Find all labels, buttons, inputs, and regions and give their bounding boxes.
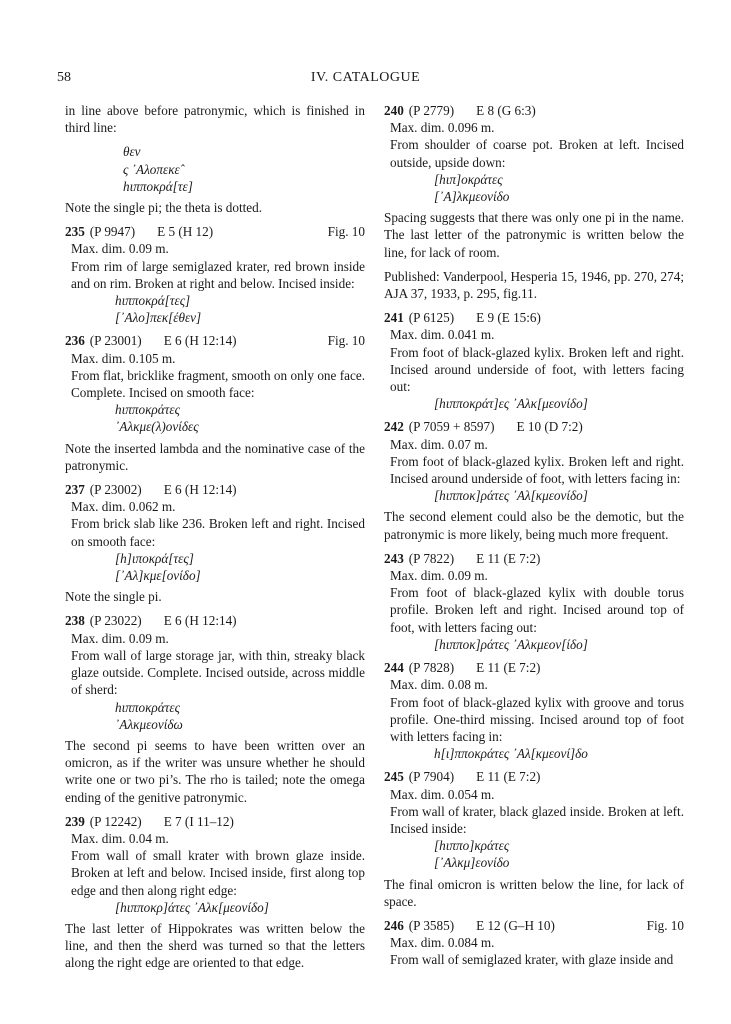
entry-heading <box>65 332 365 349</box>
catalogue-entry-237 <box>65 481 365 605</box>
inscription-line: [hιπ]οκράτες <box>434 171 503 187</box>
description: From wall of large storage jar, with thin, streaky black glaze outside. Complete. Incised outside, across middle of sherd: <box>71 647 365 698</box>
entry-heading <box>384 768 684 785</box>
dimension: Max. dim. 0.062 m. <box>71 499 176 515</box>
deposit-location: E 6 (H 12:14) <box>163 333 237 349</box>
entry-heading <box>384 659 684 676</box>
description: From foot of black-glazed kylix. Broken left and right. Incised around underside of foot, with letters facing out: <box>390 344 684 395</box>
deposit-location: E 9 (E 15:6) <box>476 310 541 326</box>
catalogue-entry-236 <box>65 332 365 474</box>
page-number: 58 <box>57 70 71 85</box>
deposit-location: E 6 (H 12:14) <box>163 613 237 629</box>
description: From foot of black-glazed kylix with groove and torus profile. One-third missing. Incised around top of foot with letters facing in: <box>390 694 684 744</box>
description: From wall of krater, black glazed inside. Broken at left. Incised inside: <box>390 803 684 836</box>
deposit-location: E 5 (H 12) <box>157 224 214 240</box>
description: From rim of large semiglazed krater, red brown inside and on rim. Broken at right and below. Incised inside: <box>71 258 365 291</box>
description: From foot of black-glazed kylix with double torus profile. Broken left and right. Incised around top of foot, with letters facing out: <box>390 585 684 635</box>
inventory-number: (P 7822) <box>408 550 455 566</box>
dimension: Max. dim. 0.084 m. <box>390 935 495 951</box>
dimension: Max. dim. 0.04 m. <box>71 830 169 846</box>
inventory-number: (P 23001) <box>89 333 142 349</box>
inventory-number: (P 7828) <box>408 660 455 676</box>
entry-heading <box>65 223 365 240</box>
deposit-location: E 6 (H 12:14) <box>163 482 237 498</box>
entry-number: 239 <box>65 813 85 829</box>
inventory-number: (P 12242) <box>89 813 142 829</box>
dimension: Max. dim. 0.09 m. <box>390 568 488 584</box>
entry-number: 237 <box>65 482 85 498</box>
inscription-line: [hιππο]κράτες <box>434 838 510 854</box>
entry-number: 235 <box>65 224 85 240</box>
dimension: Max. dim. 0.105 m. <box>71 350 176 366</box>
entry-number: 242 <box>384 419 404 435</box>
inscription-line: [h]ιποκρά[τες] <box>115 550 194 566</box>
entry-note: The second element could also be the demotic, but the patronymic is more likely, being much more frequent. <box>384 509 684 542</box>
catalogue-entry-239 <box>65 813 365 972</box>
figure-reference: Fig. 10 <box>327 224 365 240</box>
entry-heading <box>384 102 684 119</box>
entry-note: The final omicron is written below the line, for lack of space. <box>384 876 684 909</box>
deposit-location: E 8 (G 6:3) <box>476 103 536 118</box>
inscription-line: ς ᾿Αλοπεκε̂ <box>123 161 180 177</box>
dimension: Max. dim. 0.07 m. <box>390 436 488 452</box>
entry-number: 245 <box>384 769 404 785</box>
running-title: IV. CATALOGUE <box>310 70 421 85</box>
inventory-number: (P 23022) <box>89 613 142 629</box>
right-column <box>384 102 684 975</box>
inscription-line: hιπποκράτες <box>115 699 180 715</box>
inscription-line: hιπποκράτες <box>115 402 180 418</box>
deposit-location: E 10 (D 7:2) <box>516 419 583 435</box>
entry-heading <box>65 612 365 629</box>
dimension: Max. dim. 0.041 m. <box>390 327 495 343</box>
catalogue-entry-238 <box>65 612 365 805</box>
inventory-number: (P 23002) <box>89 482 142 498</box>
figure-reference: Fig. 10 <box>646 917 684 933</box>
dimension: Max. dim. 0.09 m. <box>71 630 169 646</box>
entry-number: 241 <box>384 310 404 326</box>
inventory-number: (P 2779) <box>408 103 455 118</box>
inscription-line: [hιπποκ]ράτες ᾿Αλκμεον[ίδο] <box>434 636 588 652</box>
deposit-location: E 11 (E 7:2) <box>476 660 541 676</box>
deposit-location: E 11 (E 7:2) <box>476 769 541 785</box>
deposit-location: E 7 (I 11–12) <box>163 813 234 829</box>
entry-number: 244 <box>384 660 404 676</box>
inscription-line: [᾿Αλο]πεκ[έθεν] <box>115 310 202 326</box>
deposit-location: E 12 (G–H 10) <box>476 917 555 933</box>
entry-note: Spacing suggests that there was only one pi in the name. The last letter of the patronymic is written below the line, for lack of room. <box>384 210 684 260</box>
inventory-number: (P 6125) <box>408 310 455 326</box>
entry-number: 246 <box>384 917 404 933</box>
catalogue-entry-243 <box>384 550 684 653</box>
inventory-number: (P 7059 + 8597) <box>408 419 495 435</box>
entry-heading <box>384 917 684 934</box>
deposit-location: E 11 (E 7:2) <box>476 550 541 566</box>
intro-text: in line above before patronymic, which is finished in third line: <box>65 103 365 136</box>
inscription-line: hιπποκρά[τες] <box>115 293 191 309</box>
entry-note: Note the inserted lambda and the nominative case of the patronymic. <box>65 440 365 473</box>
description: From wall of semiglazed krater, with glaze inside and <box>390 952 674 968</box>
description: From foot of black-glazed kylix. Broken left and right. Incised around underside of foot, with letters facing in: <box>390 453 684 487</box>
description: From shoulder of coarse pot. Broken at left. Incised outside, upside down: <box>390 137 684 170</box>
dimension: Max. dim. 0.09 m. <box>71 241 169 257</box>
inscription-line: [᾿Αλκμ]εονίδο <box>434 855 510 871</box>
entry-number: 243 <box>384 550 404 566</box>
entry-heading <box>384 550 684 567</box>
inscription-line: [hιπποκρ]άτες ᾿Αλκ[μεονίδο] <box>115 899 269 915</box>
entry-heading <box>65 813 365 830</box>
inscription-line: [hιπποκράτ]ες ᾿Αλκ[μεονίδο] <box>434 396 588 412</box>
publication-reference: Published: Vanderpool, Hesperia 15, 1946, pp. 270, 274; AJA 37, 1933, p. 295, fig.11. <box>384 268 684 302</box>
entry-note: The second pi seems to have been written over an omicron, as if the writer was unsure whether he should write one or two pi’s. The rho is tailed; note the omega ending of the genitive patronymic. <box>65 737 365 805</box>
left-column <box>65 102 365 979</box>
inscription-line: ᾿Αλκμε(λ)ονίδες <box>115 419 199 435</box>
entry-number: 236 <box>65 333 85 349</box>
entry-number: 240 <box>384 103 404 118</box>
figure-reference: Fig. 10 <box>327 333 365 349</box>
inscription-line: hιπποκρά[τε] <box>123 178 193 194</box>
inscription-line: θεν <box>123 144 141 160</box>
catalogue-entry-246 <box>384 917 684 969</box>
dimension: Max. dim. 0.08 m. <box>390 677 488 693</box>
dimension: Max. dim. 0.054 m. <box>390 786 495 802</box>
inscription-line: [᾿Αλ]κμε[ονίδο] <box>115 568 201 584</box>
catalogue-entry-240 <box>384 102 684 302</box>
catalogue-entry-244 <box>384 659 684 762</box>
entry-number: 238 <box>65 613 85 629</box>
entry-heading <box>384 418 684 435</box>
catalogue-entry-245 <box>384 768 684 910</box>
description: From wall of small krater with brown glaze inside. Broken at left and below. Incised inside, first along top edge and then along right edge: <box>71 848 365 898</box>
entry-note: Note the single pi; the theta is dotted. <box>65 200 263 216</box>
description: From flat, bricklike fragment, smooth on only one face. Complete. Incised on smooth face: <box>71 367 365 401</box>
inscription-line: [hιπποκ]ράτες ᾿Αλ[κμεονίδο] <box>434 488 588 504</box>
entry-heading <box>65 481 365 498</box>
inscription-line: [᾿Α]λκμεονίδο <box>434 189 510 205</box>
entry-heading <box>384 309 684 326</box>
inventory-number: (P 9947) <box>89 224 136 240</box>
entry-note: Note the single pi. <box>65 589 162 605</box>
catalogue-entry-242 <box>384 418 684 542</box>
inventory-number: (P 7904) <box>408 769 455 785</box>
catalogue-entry-235 <box>65 223 365 326</box>
inventory-number: (P 3585) <box>408 917 455 933</box>
inscription-line: h[ι]πποκράτες ᾿Αλ[κμεονί]δο <box>434 746 588 762</box>
dimension: Max. dim. 0.096 m. <box>390 120 495 136</box>
entry-note: The last letter of Hippokrates was written below the line, and then the sherd was turned so that the letters along the right edge are oriented to that edge. <box>65 920 365 971</box>
description: From brick slab like 236. Broken left and right. Incised on smooth face: <box>71 516 365 549</box>
catalogue-entry-241 <box>384 309 684 412</box>
inscription-line: ᾿Αλκμεονίδω <box>115 716 183 732</box>
